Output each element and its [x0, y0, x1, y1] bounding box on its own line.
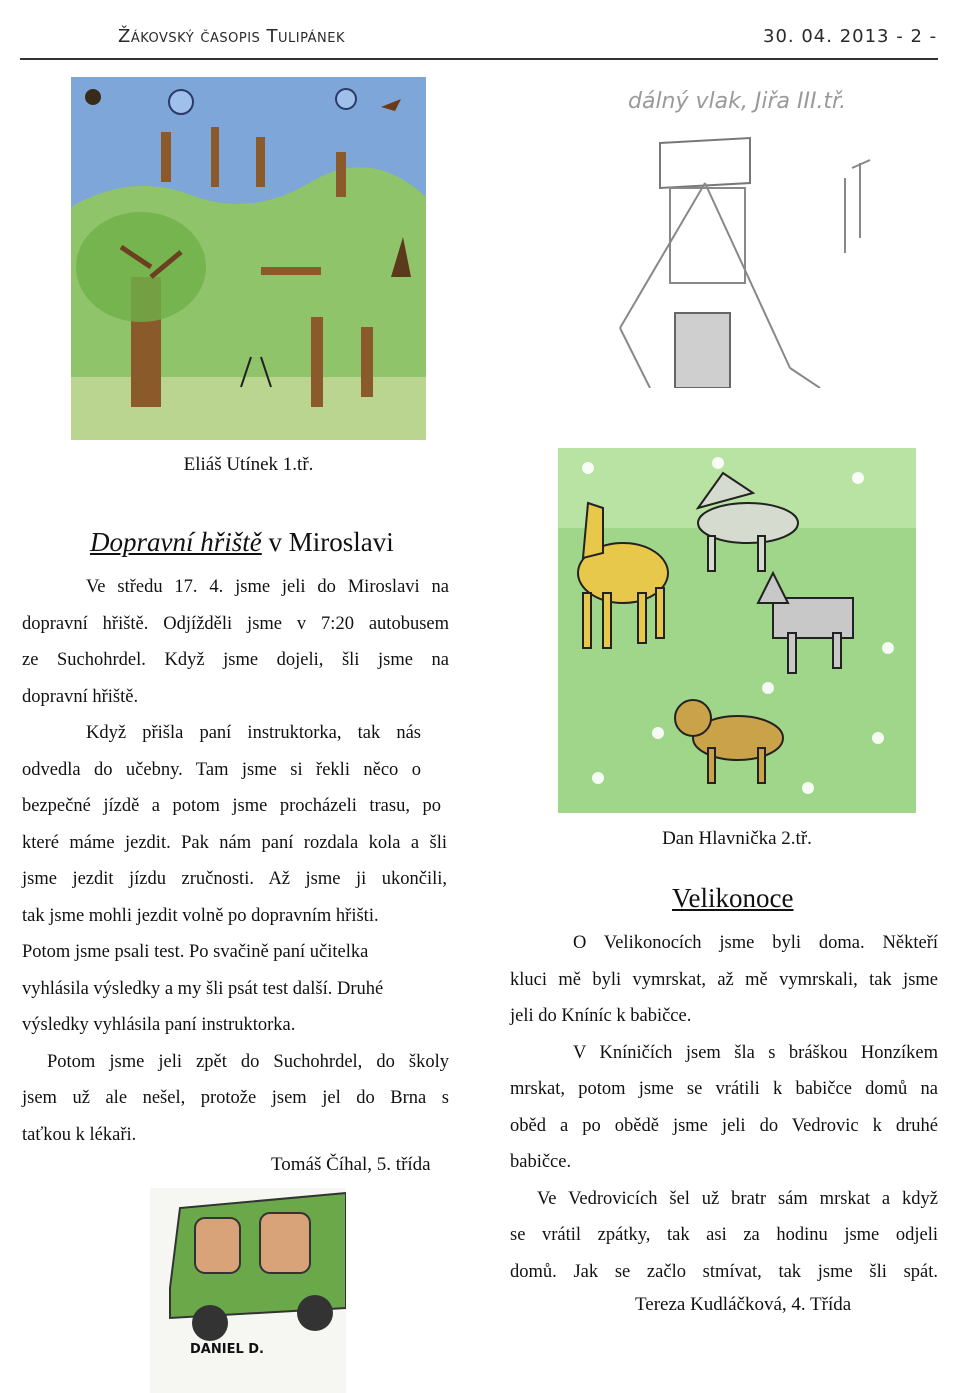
article1-line: výsledky vyhlásila paní instruktorka. [22, 1015, 296, 1035]
forest-drawing [71, 77, 426, 440]
article1-line: jsem už ale nešel, protože jsem jel do Brna s [22, 1088, 449, 1108]
article1-line: dopravní hřiště. Odjížděli jsme v 7:20 autobusem [22, 613, 449, 634]
article2-body [510, 925, 938, 1290]
article2-title: Velikonoce [672, 883, 794, 913]
article1-line: bezpečné jízdě a potom jsme procházeli trasu, po [22, 796, 441, 816]
article2-author: Tereza Kudláčková, 4. Třída [635, 1294, 852, 1315]
article1-line: Ve středu 17. 4. jsme jeli do Miroslavi na [86, 577, 449, 597]
article2-line: V Kníničích jsem šla s bráškou Honzíkem [573, 1042, 938, 1063]
car-drawing [150, 1188, 346, 1393]
article2-line: mrskat, potom jsme se vrátili k babičce domů na [510, 1079, 938, 1099]
magazine-title: Žákovský časopis Tulipánek [118, 26, 345, 47]
article2-line: kluci mě byli vymrskat, až mě vymrskali, tak jsme [510, 969, 938, 990]
train-drawing [560, 68, 940, 388]
animals-caption: Dan Hlavnička 2.tř. [662, 828, 812, 849]
animals-drawing [558, 448, 916, 813]
article1-line: vyhlásila výsledky a my šli psát test další. Druhé [22, 978, 384, 999]
article1-line: Když přišla paní instruktorka, tak nás [86, 723, 421, 743]
car-signature: DANIEL D. [190, 1342, 264, 1357]
article2-line: oběd a po obědě jsme jeli do Vedrovic k druhé [510, 1115, 938, 1136]
article1-title-underlined: Dopravní hřiště [90, 527, 262, 557]
article1-line: jsme jezdit jízdu zručnosti. Až jsme ji ukončili, [22, 869, 447, 889]
article1-title-rest: v Miroslavi [261, 527, 394, 557]
article1-line: taťkou k lékaři. [22, 1124, 137, 1145]
article1-title [90, 527, 394, 558]
article2-line: jeli do Kníníc k babičce. [510, 1006, 692, 1026]
article1-author: Tomáš Číhal, 5. třída [271, 1154, 431, 1175]
article1-line: které máme jezdit. Pak nám paní rozdala kola a šli [22, 832, 447, 853]
article1-line: ze Suchohrdel. Když jsme dojeli, šli jsme na [22, 650, 449, 670]
date-page-number: 30. 04. 2013 - 2 - [763, 26, 938, 47]
train-scribble: dálný vlak, Jiřa III.tř. [628, 89, 847, 114]
article2-line: O Velikonocích jsme byli doma. Někteří [573, 933, 938, 953]
article1-line: dopravní hřiště. [22, 686, 139, 707]
article2-line: Ve Vedrovicích šel už bratr sám mrskat a když [537, 1188, 938, 1209]
header-divider [20, 58, 938, 60]
article1-body [22, 569, 449, 1153]
article2-line: se vrátil zpátky, tak asi za hodinu jsme odjeli [510, 1225, 938, 1245]
article1-line: odvedla do učebny. Tam jsme si řekli něco o [22, 759, 421, 780]
article1-line: Potom jsme psali test. Po svačině paní učitelka [22, 942, 369, 962]
article1-line: tak jsme mohli jezdit volně po dopravním hřišti. [22, 905, 379, 926]
article2-line: babičce. [510, 1152, 572, 1172]
article2-line: domů. Jak se začlo stmívat, tak jsme šli spát. [510, 1261, 938, 1282]
forest-caption: Eliáš Utínek 1.tř. [183, 454, 314, 475]
article1-line: Potom jsme jeli zpět do Suchohrdel, do školy [47, 1051, 449, 1072]
